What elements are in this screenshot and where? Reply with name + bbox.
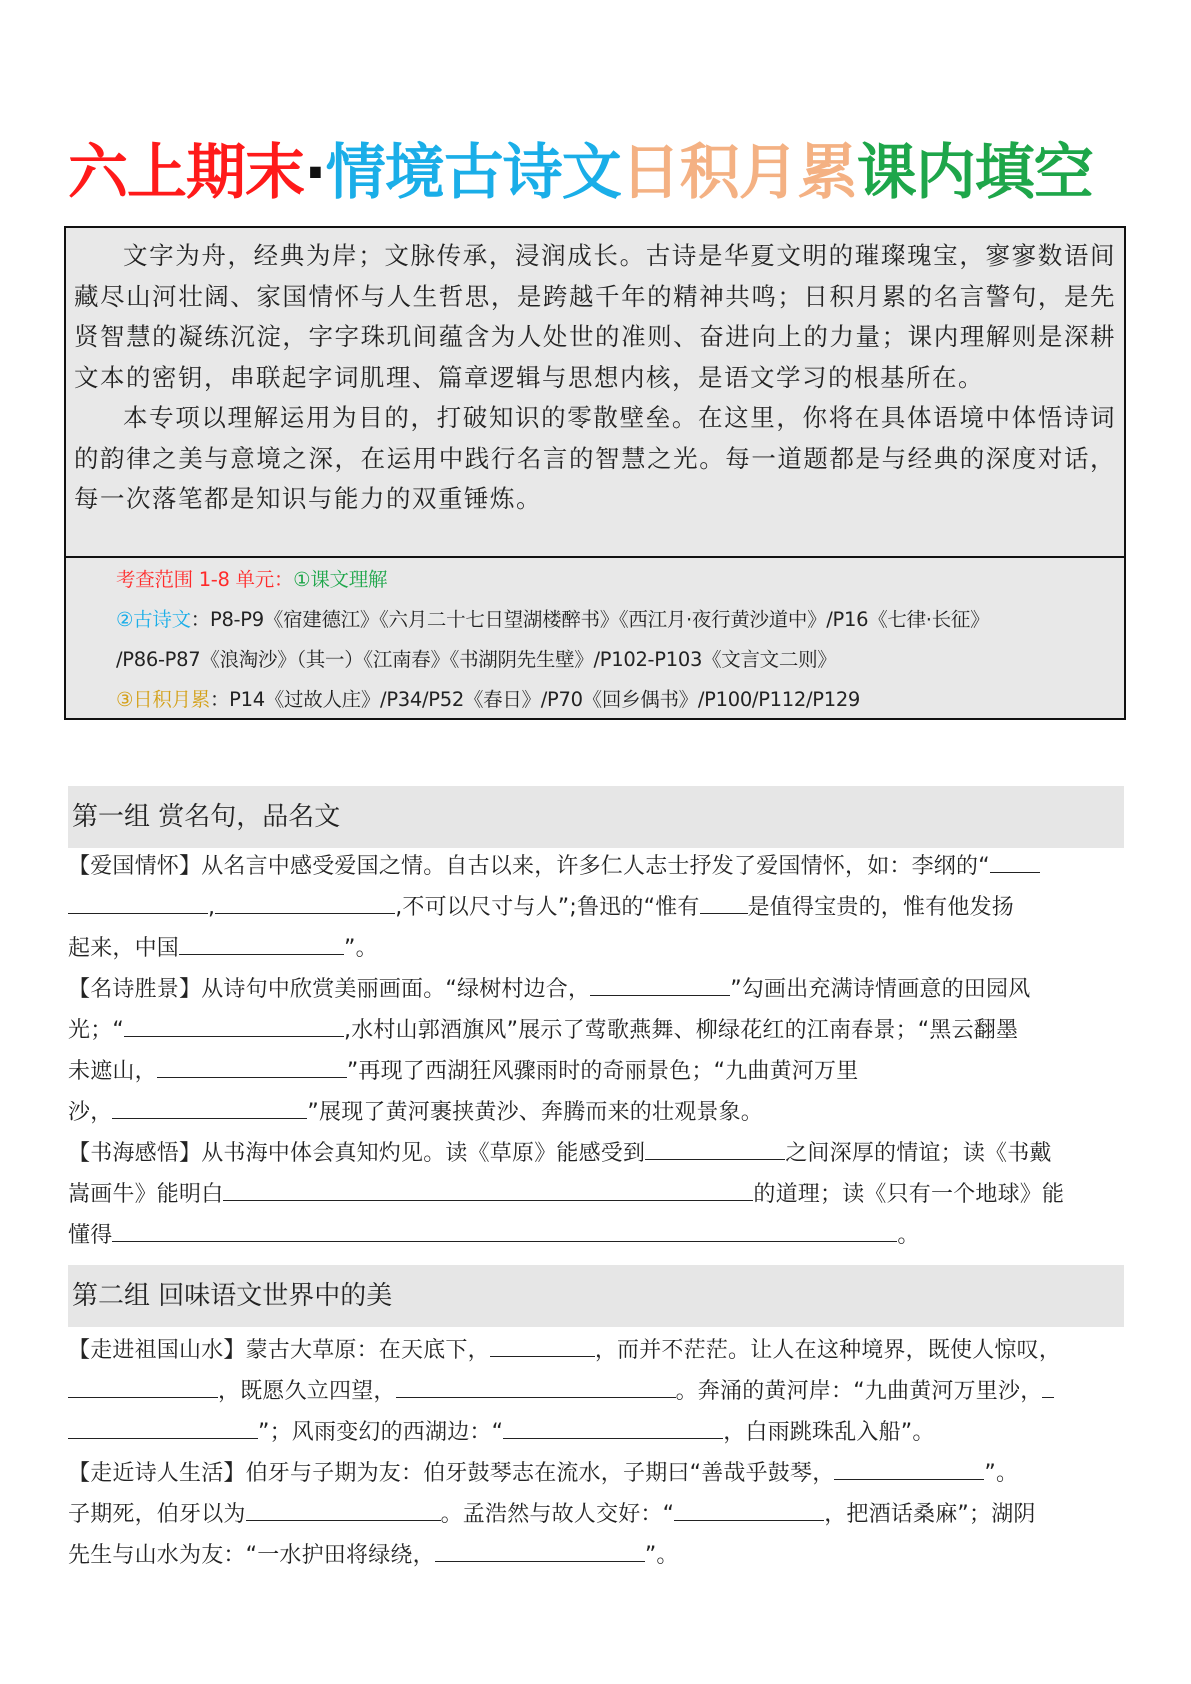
blank-input[interactable] — [645, 1136, 785, 1160]
blank-input[interactable] — [246, 1497, 441, 1521]
blank-input[interactable] — [503, 1415, 723, 1439]
q-poet-life-line-2: 子期死，伯牙以为 。孟浩然与故人交好：“ ，把酒话桑麻”；湖阴 — [68, 1494, 1128, 1535]
intro-box — [64, 226, 1126, 720]
q-motherland-line-3: ”；风雨变幻的西湖边：“ ，白雨跳珠乱入船”。 — [68, 1412, 1128, 1453]
blank-input[interactable] — [215, 890, 395, 914]
blank-input[interactable] — [435, 1538, 645, 1562]
scope-line-2 — [116, 600, 1124, 640]
group2-questions — [68, 1330, 1128, 1576]
q-motherland-line-2: ，既愿久立四望， 。奔涌的黄河岸：“九曲黄河万里沙， — [68, 1371, 1128, 1412]
scope-line-1 — [116, 560, 1124, 600]
title-part-final-exam: 六上期末 — [68, 138, 304, 208]
scope-label: 考查范围 1-8 单元： — [116, 568, 294, 591]
scope-item-text-understanding: ①课文理解 — [293, 568, 388, 591]
scope-item-accumulation: ③日积月累 — [116, 688, 210, 711]
q-poet-life-line-3: 先生与山水为友：“一水护田将绿绕， ”。 — [68, 1535, 1128, 1576]
scope-accumulation-list: ：P14《过故人庄》/P34/P52《春日》/P70《回乡偶书》/P100/P112/P129 — [209, 688, 861, 711]
intro-text — [66, 228, 1124, 558]
q-poetry-scenery-line-4: 沙， ”展现了黄河裹挟黄沙、奔腾而来的壮观景象。 — [68, 1092, 1128, 1133]
blank-input[interactable] — [112, 1095, 307, 1119]
blank-input[interactable] — [674, 1497, 824, 1521]
tag-patriotism: 【爱国情怀】 — [68, 854, 202, 879]
blank-input[interactable] — [124, 1013, 344, 1037]
group1-questions — [68, 846, 1128, 1256]
blank-input[interactable] — [396, 1374, 676, 1398]
scope-item-poetry: ②古诗文 — [116, 608, 191, 631]
blank-input[interactable] — [490, 1333, 595, 1357]
scope-section — [66, 560, 1124, 720]
q-patriotism-line-3: 起来，中国 ”。 — [68, 928, 1128, 969]
title-part-accumulation: 日积月累 — [620, 138, 857, 208]
q-poet-life-line-1: 【走近诗人生活】伯牙与子期为友：伯牙鼓琴志在流水，子期曰“善哉乎鼓琴， ”。 — [68, 1453, 1128, 1494]
q-poetry-scenery-line-1: 【名诗胜景】从诗句中欣赏美丽画面。“绿树村边合， ”勾画出充满诗情画意的田园风 — [68, 969, 1128, 1010]
tag-poetry-scenery: 【名诗胜景】 — [68, 977, 202, 1002]
q-reading-insight-line-2: 嵩画牛》能明白 的道理；读《只有一个地球》能 — [68, 1174, 1128, 1215]
title-part-poetry: 情境古诗文 — [325, 138, 621, 208]
blank-input[interactable] — [1042, 1374, 1054, 1398]
q-reading-insight-line-3: 懂得 。 — [68, 1215, 1128, 1256]
intro-paragraph-1: 文字为舟，经典为岸；文脉传承，浸润成长。古诗是华夏文明的璀璨瑰宝，寥寥数语间藏尽山河壮阔、家国情怀与人生哲思，是跨越千年的精神共鸣；日积月累的名言警句，是先贤智慧的凝练沉淀，字字珠玑间蕴含为人处世的准则、奋进向上的力量；课内理解则是深耕文本的密钥，串联起字词肌理、篇章逻辑与思想内核，是语文学习的根基所在。 — [74, 241, 1116, 392]
blank-input[interactable] — [68, 1415, 258, 1439]
blank-input[interactable] — [223, 1177, 753, 1201]
blank-input[interactable] — [112, 1218, 897, 1242]
blank-input[interactable] — [700, 890, 748, 914]
page-title — [68, 138, 1128, 208]
blank-input[interactable] — [68, 890, 208, 914]
tag-motherland: 【走进祖国山水】 — [68, 1338, 246, 1363]
q-poetry-scenery-line-2: 光；“ ,水村山郭酒旗风”展示了莺歌燕舞、柳绿花红的江南春景；“黑云翻墨 — [68, 1010, 1128, 1051]
scope-line-4 — [116, 680, 1124, 720]
q-patriotism-line-1: 【爱国情怀】从名言中感受爱国之情。自古以来，许多仁人志士抒发了爱国情怀，如：李纲的“ — [68, 846, 1128, 887]
blank-input[interactable] — [68, 1374, 218, 1398]
blank-input[interactable] — [590, 972, 730, 996]
group1-heading: 第一组 赏名句，品名文 — [68, 786, 1124, 848]
tag-poet-life: 【走近诗人生活】 — [68, 1461, 246, 1486]
q-poetry-scenery-line-3: 未遮山， ”再现了西湖狂风骤雨时的奇丽景色；“九曲黄河万里 — [68, 1051, 1128, 1092]
group2-heading: 第二组 回味语文世界中的美 — [68, 1265, 1124, 1327]
title-part-fill-blank: 课内填空 — [856, 138, 1093, 208]
blank-input[interactable] — [179, 931, 344, 955]
blank-input[interactable] — [157, 1054, 347, 1078]
q-motherland-line-1: 【走进祖国山水】蒙古大草原：在天底下， ，而并不茫茫。让人在这种境界，既使人惊叹， — [68, 1330, 1128, 1371]
intro-paragraph-2: 本专项以理解运用为目的，打破知识的零散壁垒。在这里，你将在具体语境中体悟诗词的韵律之美与意境之深，在运用中践行名言的智慧之光。每一道题都是与经典的深度对话，每一次落笔都是知识与能力的双重锤炼。 — [74, 403, 1116, 513]
q-patriotism-line-2: , ,不可以尺寸与人”;鲁迅的“惟有 是值得宝贵的，惟有他发扬 — [68, 887, 1128, 928]
scope-poetry-list-1: ：P8-P9《宿建德江》《六月二十七日望湖楼醉书》《西江月·夜行黄沙道中》/P16《七律·长征》 — [190, 608, 990, 631]
tag-reading-insight: 【书海感悟】 — [68, 1141, 202, 1166]
blank-input[interactable] — [990, 849, 1040, 873]
blank-input[interactable] — [834, 1456, 984, 1480]
scope-poetry-list-2: /P86-P87《浪淘沙》（其一）《江南春》《书湖阴先生壁》/P102-P103《文言文二则》 — [116, 648, 837, 671]
q-reading-insight-line-1: 【书海感悟】从书海中体会真知灼见。读《草原》能感受到 之间深厚的情谊；读《书戴 — [68, 1133, 1128, 1174]
scope-line-3 — [116, 640, 1124, 680]
title-dot: · — [304, 138, 326, 208]
